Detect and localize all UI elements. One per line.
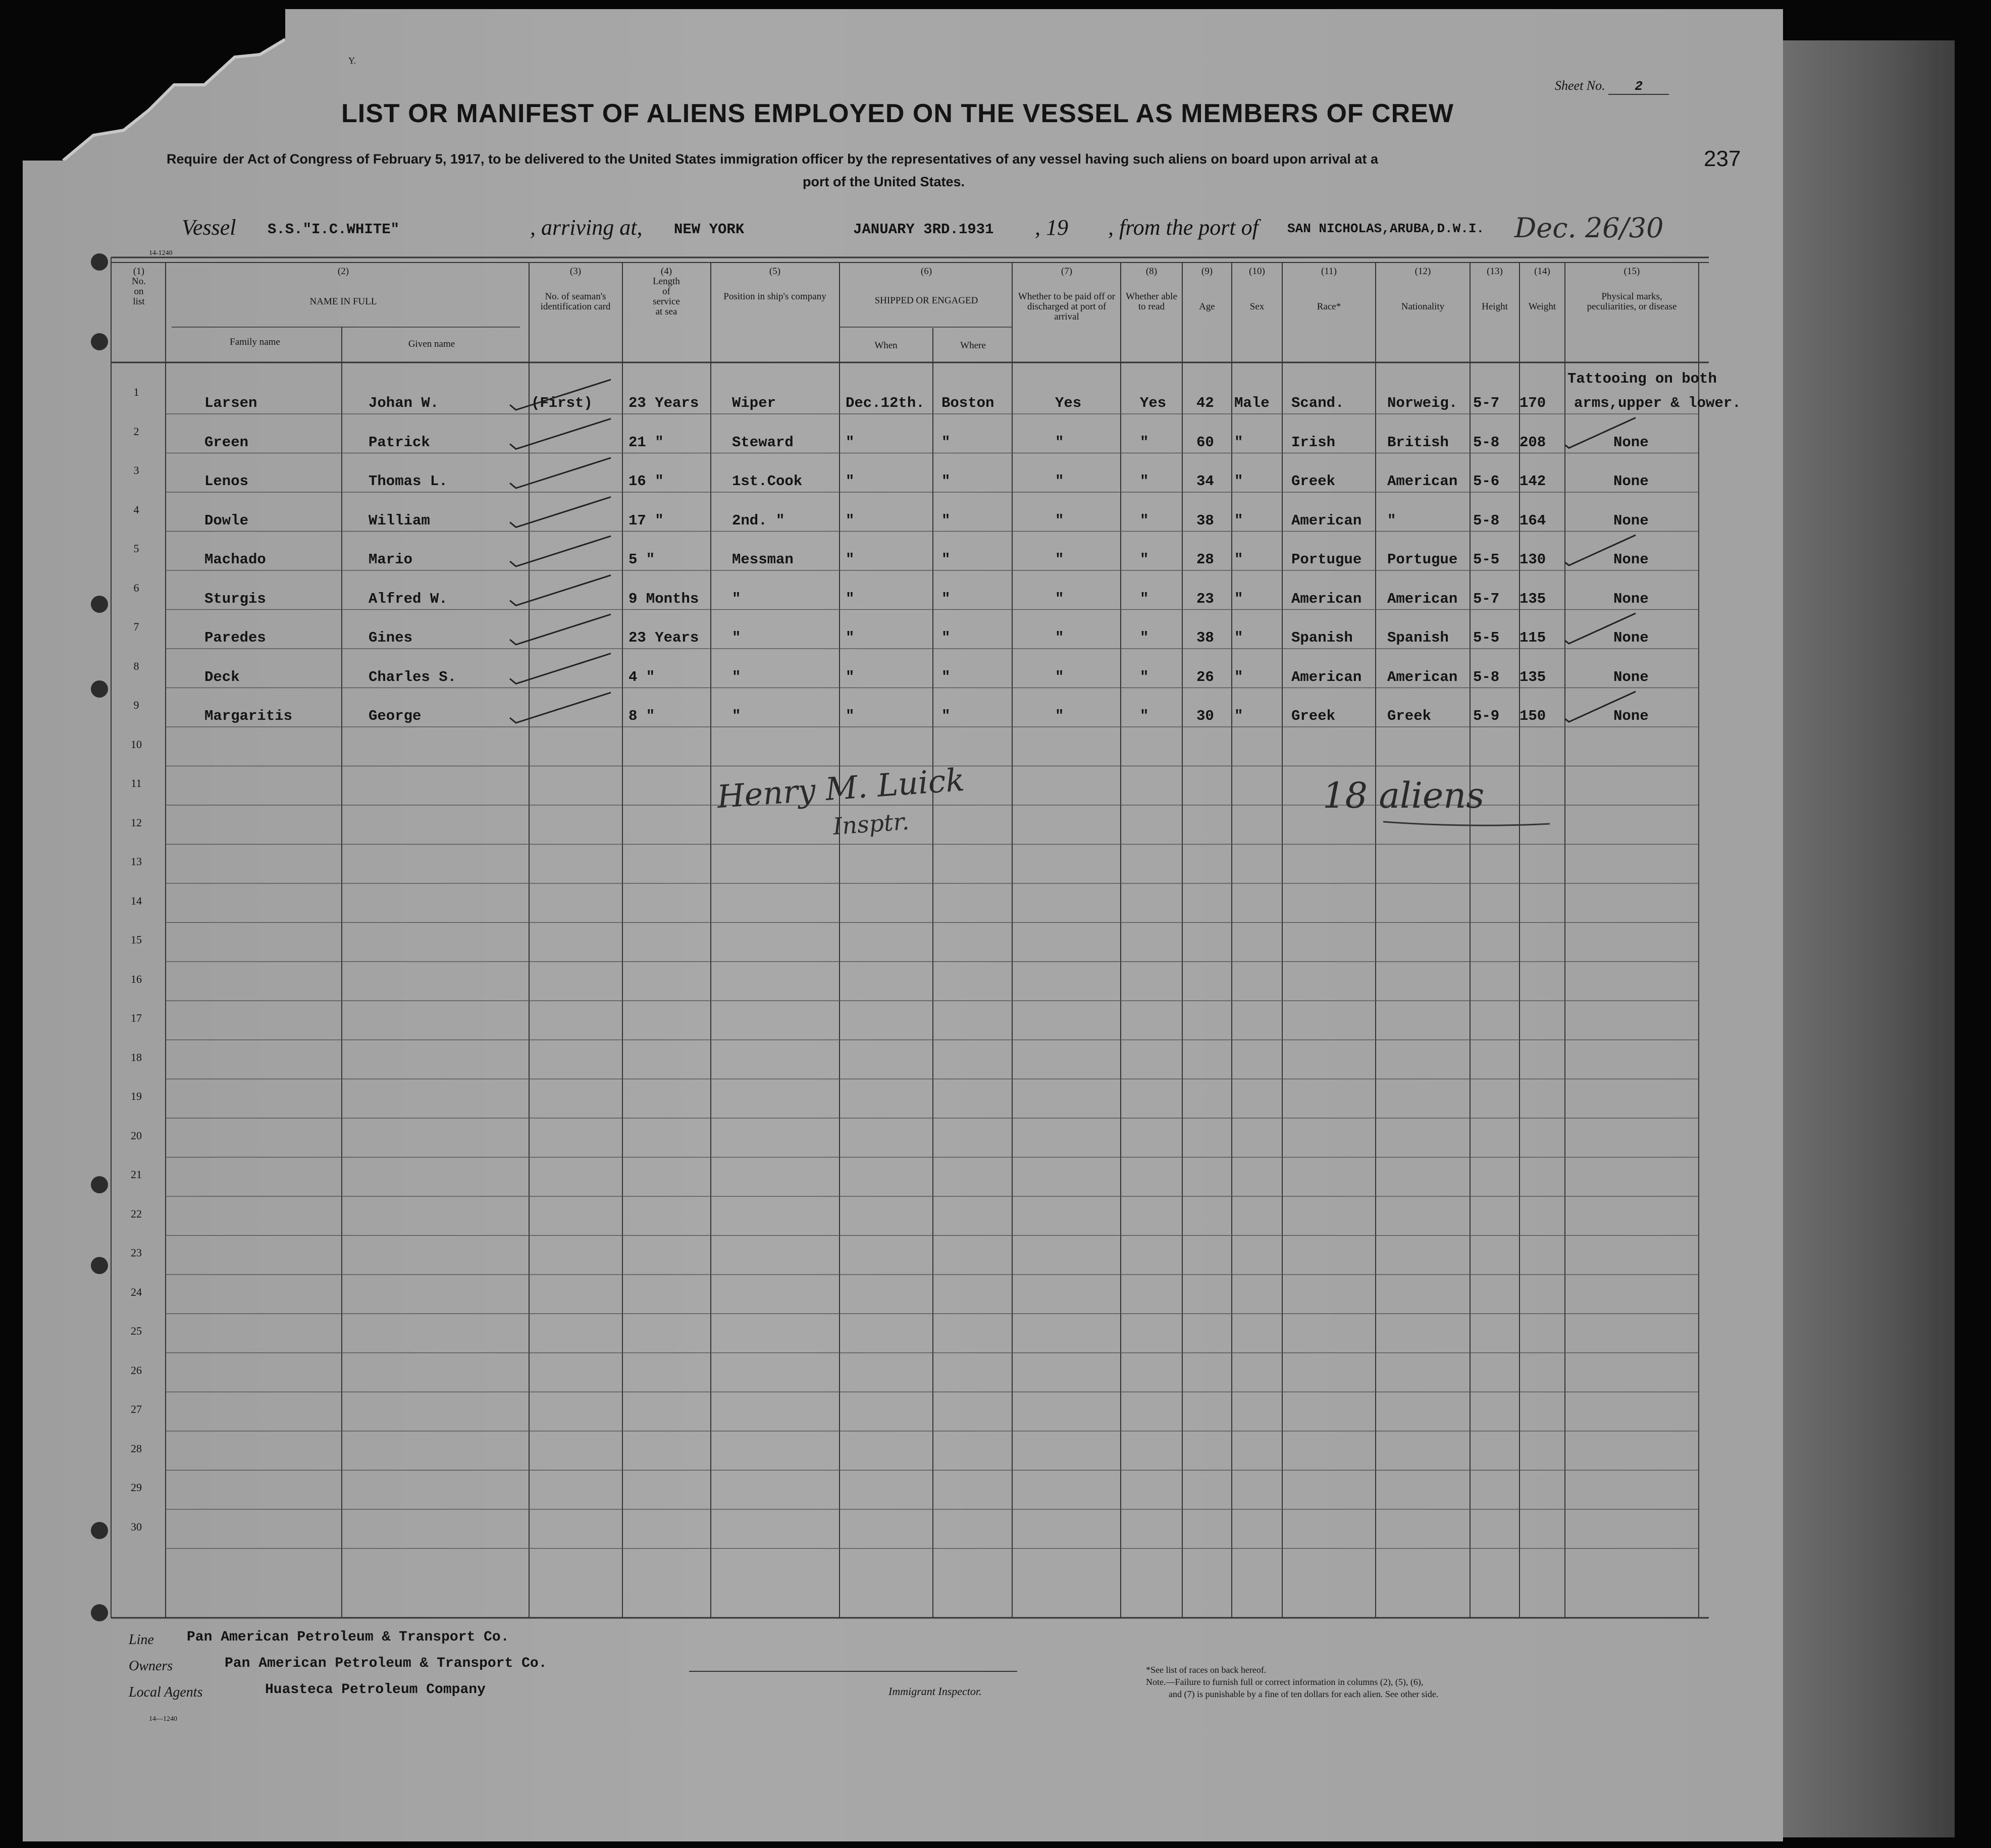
given-name-cell: Thomas L. [369, 473, 448, 490]
vessel-label: Vessel [182, 215, 236, 240]
height-cell: 5-7 [1473, 395, 1500, 411]
sex-cell: " [1234, 708, 1243, 724]
row-number: 20 [131, 1129, 142, 1142]
row-number: 12 [131, 816, 142, 829]
nationality-cell: American [1387, 668, 1458, 685]
race-cell: Portugue [1291, 551, 1362, 568]
check-mark [510, 497, 611, 527]
height-cell: 5-8 [1473, 434, 1500, 451]
row-number: 25 [131, 1325, 142, 1337]
col-header-6: (6) SHIPPED OR ENGAGED [874, 266, 978, 306]
race-cell: American [1291, 590, 1362, 607]
inspector-label: Immigrant Inspector. [888, 1685, 982, 1698]
given-name-cell: Alfred W. [369, 590, 448, 607]
nationality-cell: " [1387, 512, 1396, 529]
weight-cell: 208 [1520, 434, 1546, 451]
footer-owners-label: Owners [129, 1658, 173, 1674]
col-header-4: (4) Length of service at sea [653, 266, 680, 317]
given-name-cell: Charles S. [369, 668, 457, 685]
able-to-read-cell: " [1140, 629, 1149, 646]
row-number: 26 [131, 1363, 142, 1377]
vessel-name: S.S."I.C.WHITE" [268, 221, 400, 238]
weight-cell: 150 [1520, 708, 1546, 724]
age-cell: 38 [1196, 629, 1214, 646]
check-mark [1565, 535, 1636, 565]
footer-owners-value: Pan American Petroleum & Transport Co. [225, 1656, 547, 1671]
height-cell: 5-8 [1473, 512, 1500, 529]
year-label: , 19 [1035, 215, 1068, 240]
given-name-cell: Patrick [369, 434, 430, 451]
race-cell: Scand. [1291, 395, 1344, 411]
physical-marks-cell: None [1613, 473, 1649, 490]
col-header-11: (11) Race* [1317, 266, 1341, 312]
race-cell: Irish [1291, 434, 1336, 451]
paid-off-cell: " [1055, 708, 1064, 724]
family-name-cell: Machado [204, 551, 266, 568]
from-port: SAN NICHOLAS,ARUBA,D.W.I. [1287, 221, 1485, 236]
sex-cell: " [1234, 473, 1243, 490]
shipped-where-cell: " [941, 434, 951, 451]
corner-text: Y. [348, 56, 356, 66]
race-cell: Greek [1291, 473, 1336, 490]
given-name-cell: Gines [369, 629, 413, 646]
row-number: 7 [133, 620, 139, 633]
sex-cell: " [1234, 590, 1243, 607]
note-failure: Note.—Failure to furnish full or correct information in columns (2), (5), (6), [1146, 1677, 1424, 1687]
row-number: 10 [131, 737, 142, 751]
physical-marks-cell: None [1613, 668, 1649, 685]
race-cell: American [1291, 512, 1362, 529]
height-cell: 5-7 [1473, 590, 1500, 607]
shipped-when-cell: " [846, 590, 855, 607]
age-cell: 34 [1196, 473, 1214, 490]
race-cell: American [1291, 668, 1362, 685]
physical-marks-cell: None [1613, 708, 1649, 724]
from-label: , from the port of [1108, 215, 1259, 240]
position-cell: " [732, 708, 741, 724]
page-title: LIST OR MANIFEST OF ALIENS EMPLOYED ON THE VESSEL AS MEMBERS OF CREW [341, 99, 1454, 128]
height-cell: 5-9 [1473, 708, 1500, 724]
check-mark [1565, 692, 1636, 722]
sex-cell: " [1234, 629, 1243, 646]
check-mark [510, 536, 611, 566]
check-mark [1565, 418, 1636, 448]
inspector-signature: Henry M. Luick [716, 761, 966, 816]
shipped-when-cell: Dec.12th. [846, 395, 925, 411]
row-number: 30 [131, 1520, 142, 1533]
col-header-12: (12) Nationality [1401, 266, 1445, 312]
shipped-where-cell: Boston [941, 395, 994, 411]
physical-marks-cell: None [1613, 590, 1649, 607]
subtitle-line-1: Require der Act of Congress of February 5, 1917, to be delivered to the United States immigration officer by the representatives of any vessel having such aliens on board upon arrival at a [167, 151, 1378, 167]
given-name-cell: William [369, 512, 430, 529]
col-header-15: (15) Physical marks, peculiarities, or disease [1587, 266, 1677, 312]
row-number: 24 [131, 1285, 142, 1298]
nationality-cell: Portugue [1387, 551, 1458, 568]
position-cell: " [732, 668, 741, 685]
row-number: 19 [131, 1090, 142, 1102]
service-length-cell: 17 " [628, 512, 664, 529]
service-length-cell: 4 " [628, 668, 655, 685]
arrival-date: JANUARY 3RD.1931 [853, 221, 994, 238]
physical-marks-cell: None [1613, 551, 1649, 568]
footer-agents-label: Local Agents [129, 1684, 203, 1700]
shipped-where-cell: " [941, 629, 951, 646]
physical-marks-cell: None [1613, 434, 1649, 451]
height-cell: 5-5 [1473, 551, 1500, 568]
family-name-cell: Deck [204, 668, 240, 685]
service-length-cell: 21 " [628, 434, 664, 451]
shipped-where-cell: " [941, 668, 951, 685]
check-mark [1565, 613, 1636, 644]
check-mark [510, 575, 611, 606]
family-name-cell: Sturgis [204, 590, 266, 607]
physical-marks-cell: Tattooing on both [1567, 371, 1717, 387]
age-cell: 23 [1196, 590, 1214, 607]
service-length-cell: 9 Months [628, 590, 699, 607]
shipped-when-cell: " [846, 473, 855, 490]
height-cell: 5-5 [1473, 629, 1500, 646]
row-number: 2 [133, 425, 139, 438]
check-mark [510, 380, 611, 410]
sheet-label: Sheet No. 2 [1555, 78, 1669, 95]
given-name-cell: Mario [369, 551, 413, 568]
height-cell: 5-8 [1473, 668, 1500, 685]
able-to-read-cell: " [1140, 668, 1149, 685]
physical-marks-cell-line-2: arms,upper & lower. [1574, 395, 1741, 411]
given-name-cell: Johan W. [369, 395, 439, 411]
row-number: 5 [133, 542, 139, 555]
note-fine: and (7) is punishable by a fine of ten dollars for each alien. See other side. [1169, 1689, 1439, 1699]
col-header-3: (3) No. of seaman's identification card [540, 266, 611, 312]
arriving-port: NEW YORK [674, 221, 745, 238]
aliens-underline [1383, 818, 1555, 828]
weight-cell: 170 [1520, 395, 1546, 411]
nationality-cell: Greek [1387, 708, 1432, 724]
family-name-cell: Margaritis [204, 708, 293, 724]
nationality-cell: American [1387, 473, 1458, 490]
paid-off-cell: " [1055, 590, 1064, 607]
row-number: 11 [131, 777, 142, 789]
row-number: 23 [131, 1246, 142, 1259]
row-number: 14 [131, 894, 142, 907]
nationality-cell: Spanish [1387, 629, 1449, 646]
age-cell: 26 [1196, 668, 1214, 685]
col-header-13: (13) Height [1482, 266, 1508, 312]
shipped-when-cell: " [846, 551, 855, 568]
family-name-cell: Larsen [204, 395, 257, 411]
position-cell: Messman [732, 551, 794, 568]
row-number: 18 [131, 1050, 142, 1064]
sex-cell: " [1234, 512, 1243, 529]
row-number: 22 [131, 1207, 142, 1220]
row-number: 6 [133, 581, 139, 594]
able-to-read-cell: " [1140, 590, 1149, 607]
family-name-cell: Dowle [204, 512, 249, 529]
paid-off-cell: " [1055, 512, 1064, 529]
weight-cell: 135 [1520, 590, 1546, 607]
position-cell: Wiper [732, 395, 776, 411]
row-number: 28 [131, 1442, 142, 1455]
shipped-when-cell: " [846, 668, 855, 685]
position-cell: Steward [732, 434, 794, 451]
paid-off-cell: " [1055, 629, 1064, 646]
nationality-cell: Norweig. [1387, 395, 1458, 411]
inspector-signature-title: Insptr. [832, 807, 910, 840]
check-mark [510, 419, 611, 449]
col-header-6-when: When [874, 340, 898, 351]
shipped-when-cell: " [846, 629, 855, 646]
inspector-signature-line [689, 1671, 1017, 1672]
race-cell: Greek [1291, 708, 1336, 724]
sex-cell: " [1234, 551, 1243, 568]
row-number: 4 [133, 503, 139, 516]
note-races: *See list of races on back hereof. [1146, 1665, 1267, 1675]
col-header-2-given: Given name [408, 339, 455, 349]
shipped-where-cell: " [941, 512, 951, 529]
page-number: 237 [1704, 146, 1741, 171]
age-cell: 38 [1196, 512, 1214, 529]
row-number: 9 [133, 699, 139, 711]
shipped-where-cell: " [941, 473, 951, 490]
service-length-cell: 16 " [628, 473, 664, 490]
family-name-cell: Lenos [204, 473, 249, 490]
position-cell: " [732, 590, 741, 607]
footer-line-label: Line [129, 1632, 154, 1648]
row-number: 1 [133, 386, 139, 398]
able-to-read-cell: Yes [1140, 395, 1167, 411]
height-cell: 5-6 [1473, 473, 1500, 490]
row-number: 15 [131, 933, 142, 946]
weight-cell: 164 [1520, 512, 1546, 529]
id-card-cell: (First) [531, 395, 593, 411]
shipped-when-cell: " [846, 512, 855, 529]
row-number: 3 [133, 464, 139, 477]
paid-off-cell: " [1055, 473, 1064, 490]
service-length-cell: 8 " [628, 708, 655, 724]
col-header-2: (2) NAME IN FULL [309, 266, 377, 307]
row-number: 8 [133, 659, 139, 672]
shipped-where-cell: " [941, 551, 951, 568]
race-cell: Spanish [1291, 629, 1353, 646]
position-cell: 1st.Cook [732, 473, 803, 490]
able-to-read-cell: " [1140, 708, 1149, 724]
service-length-cell: 23 Years [628, 629, 699, 646]
col-header-10: (10) Sex [1249, 266, 1265, 312]
paid-off-cell: Yes [1055, 395, 1082, 411]
col-header-6-where: Where [960, 340, 986, 351]
position-cell: " [732, 629, 741, 646]
handwritten-date: Dec. 26/30 [1514, 212, 1664, 244]
physical-marks-cell: None [1613, 512, 1649, 529]
sex-cell: Male [1234, 395, 1270, 411]
check-mark [510, 693, 611, 723]
row-number: 27 [131, 1403, 142, 1415]
age-cell: 42 [1196, 395, 1214, 411]
row-number: 29 [131, 1481, 142, 1494]
subtitle-line-2: port of the United States. [803, 174, 965, 189]
able-to-read-cell: " [1140, 551, 1149, 568]
col-header-2-family: Family name [230, 337, 280, 347]
col-header-1: (1) No. on list [132, 266, 146, 307]
paid-off-cell: " [1055, 668, 1064, 685]
age-cell: 28 [1196, 551, 1214, 568]
arriving-label: , arriving at, [530, 215, 643, 240]
sex-cell: " [1234, 434, 1243, 451]
age-cell: 30 [1196, 708, 1214, 724]
check-mark [510, 614, 611, 645]
nationality-cell: British [1387, 434, 1449, 451]
weight-cell: 115 [1520, 629, 1546, 646]
form-number-top: 14-1240 [149, 249, 173, 257]
weight-cell: 142 [1520, 473, 1546, 490]
col-header-7: (7) Whether to be paid off or discharged at port of arrival [1018, 266, 1116, 322]
sex-cell: " [1234, 668, 1243, 685]
nationality-cell: American [1387, 590, 1458, 607]
row-number: 17 [131, 1012, 142, 1024]
col-header-14: (14) Weight [1528, 266, 1556, 312]
sheet-number: 2 [1608, 79, 1669, 95]
able-to-read-cell: " [1140, 473, 1149, 490]
row-number: 21 [131, 1168, 142, 1181]
form-number-bottom: 14—1240 [149, 1715, 177, 1723]
col-header-8: (8) Whether able to read [1126, 266, 1177, 312]
shipped-when-cell: " [846, 708, 855, 724]
position-cell: 2nd. " [732, 512, 785, 529]
shipped-where-cell: " [941, 708, 951, 724]
paid-off-cell: " [1055, 551, 1064, 568]
aliens-count: 18 aliens [1323, 775, 1485, 816]
footer-line-value: Pan American Petroleum & Transport Co. [187, 1629, 509, 1645]
weight-cell: 130 [1520, 551, 1546, 568]
row-number: 16 [131, 972, 142, 985]
family-name-cell: Green [204, 434, 249, 451]
service-length-cell: 23 Years [628, 395, 699, 411]
col-header-5: (5) Position in ship's company [723, 266, 826, 302]
footer-agents-value: Huasteca Petroleum Company [265, 1682, 486, 1698]
able-to-read-cell: " [1140, 512, 1149, 529]
given-name-cell: George [369, 708, 422, 724]
family-name-cell: Paredes [204, 629, 266, 646]
weight-cell: 135 [1520, 668, 1546, 685]
age-cell: 60 [1196, 434, 1214, 451]
physical-marks-cell: None [1613, 629, 1649, 646]
check-mark [510, 458, 611, 488]
service-length-cell: 5 " [628, 551, 655, 568]
shipped-when-cell: " [846, 434, 855, 451]
paid-off-cell: " [1055, 434, 1064, 451]
able-to-read-cell: " [1140, 434, 1149, 451]
col-header-9: (9) Age [1199, 266, 1215, 312]
shipped-where-cell: " [941, 590, 951, 607]
check-mark [510, 654, 611, 684]
row-number: 13 [131, 855, 142, 868]
